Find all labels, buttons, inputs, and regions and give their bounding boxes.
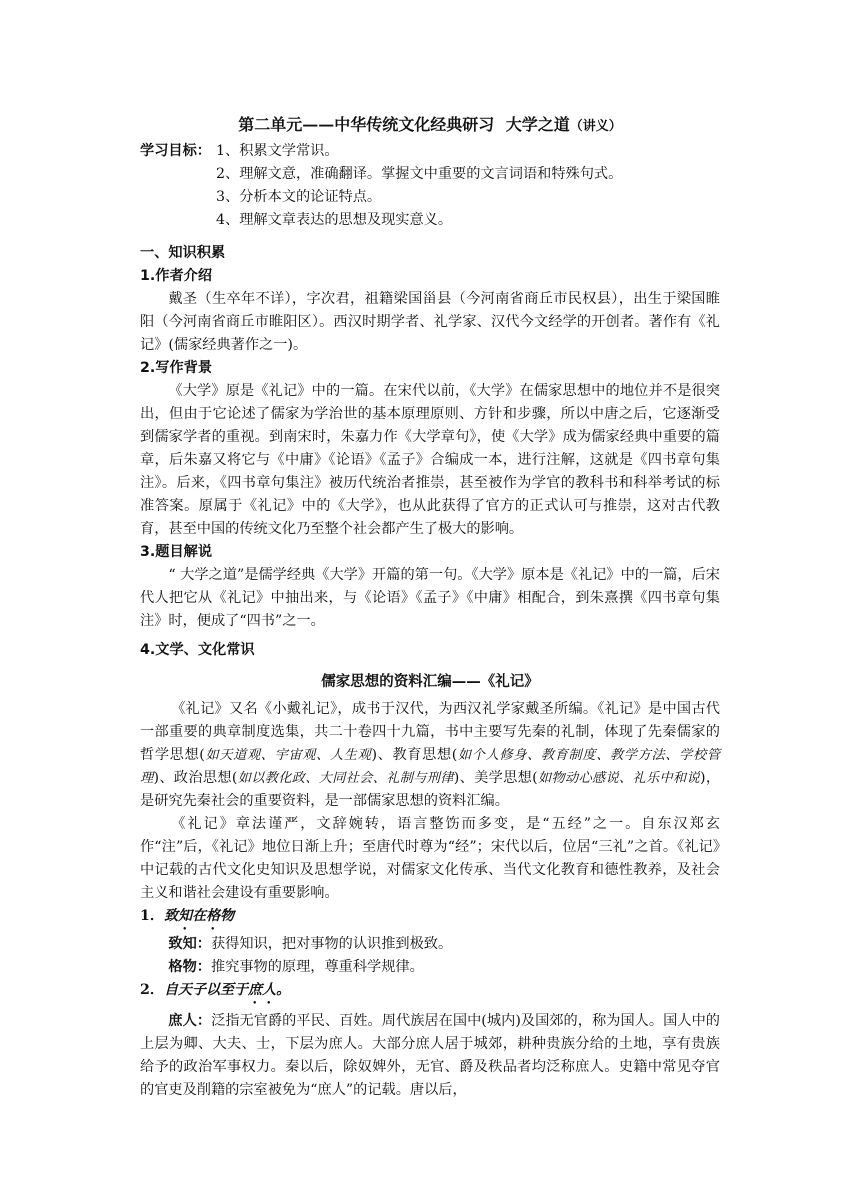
- document-page: [140, 112, 720, 1102]
- liji-paragraph-2: 《礼记》章法谨严，文辞婉转，语言整饬而多变，是“五经”之一。自东汉郑玄作“注”后，《礼记》地位日渐上升；至唐代时尊为“经”；宋代以后，位居“三礼”之首。《礼记》中记载的古代文化史知识及思想学说，对儒家文化传承、当代文化教育和德性教养，及社会主义和谐社会建设有重要影响。: [140, 816, 720, 901]
- subheading-title-explanation: 3.题目解说: [140, 544, 213, 560]
- liji-italic: 如物动心感说、礼乐中和说: [537, 771, 700, 786]
- title-explanation-paragraph: “ 大学之道”是儒学经典《大学》开篇的第一句。《大学》原本是《礼记》中的一篇，后宋代人把它从《礼记》中抽出来，与《论语》《孟子》《中庸》相配合，到朱熹撰《四书章句集注》时，便成了“四书”之一。: [140, 567, 720, 629]
- term-2-text: 。: [276, 982, 291, 998]
- liji-italic: 如天道观、宇宙观、人生观: [204, 748, 372, 763]
- term-1-number: 1．: [140, 908, 165, 924]
- title-topic: 大学之道: [505, 115, 570, 134]
- liji-text: )，是研究先秦社会的重要资料，是一部儒家思想的资料汇编。: [140, 770, 721, 809]
- term-1-char: 致: [164, 908, 179, 924]
- def-label: 致知：: [168, 936, 211, 952]
- liji-text: 《礼记》又名《小戴礼记》，成书于汉代，为西汉礼学家戴圣所编。《礼记》是中国古代一部重要的典章制度选集，共二十卷四十九篇，书中主要写先秦的礼制，体现了先秦儒家的哲学思想(: [140, 701, 720, 763]
- term-1-char: 在: [192, 908, 207, 924]
- term-1-def-1: [140, 933, 720, 956]
- goals-list: [216, 140, 622, 232]
- goal-item: 3、分析本文的论证特点。: [216, 189, 382, 205]
- def-text: 获得知识，把对事物的认识推到极致。: [210, 936, 453, 952]
- goals-label: 学习目标：: [140, 143, 211, 159]
- term-2-definition: [140, 1010, 720, 1102]
- title-suffix: （讲义）: [569, 119, 622, 134]
- liji-paragraph-1: [140, 698, 720, 813]
- term-1-phrase: [140, 905, 720, 933]
- liji-section-title: 儒家思想的资料汇编——《礼记》: [321, 674, 539, 690]
- goal-item: 1、积累文学常识。: [216, 143, 339, 159]
- author-paragraph: 戴圣（生卒年不详），字次君，祖籍梁国甾县（今河南省商丘市民权县），出生于梁国睢阳（今河南省商丘市睢阳区）。西汉时期学者、礼学家、汉代今文经学的开创者。著作有《礼记》(儒家经典著作之一)。: [140, 291, 720, 353]
- section-heading-knowledge: 一、知识积累: [140, 245, 226, 261]
- title-main: 第二单元——中华传统文化经典研习: [238, 115, 495, 134]
- subheading-culture: 4.文学、文化常识: [140, 642, 255, 658]
- term-1-char-dotted: 格: [206, 908, 221, 924]
- subheading-author: 1.作者介绍: [140, 268, 213, 284]
- liji-text: )、政治思想(: [153, 770, 238, 786]
- term-2-text-dotted: 庶人: [248, 982, 277, 998]
- liji-text: )、教育思想(: [371, 747, 458, 763]
- goal-item: 2、理解文意，准确翻译。掌握文中重要的文言词语和特殊句式。: [216, 166, 623, 182]
- def-label: 庶人：: [168, 1013, 212, 1029]
- learning-goals: [140, 140, 720, 232]
- subheading-background: 2.写作背景: [140, 360, 213, 376]
- term-1-char-dotted: 知: [178, 908, 193, 924]
- term-2-number: 2．: [140, 982, 165, 998]
- term-2-phrase: [140, 979, 720, 1007]
- def-text: 泛指无官爵的平民、百姓。周代族居在国中(城内)及国郊的，称为国人。国人中的上层为卿、大夫、士，下层为庶人。大部分庶人居于城郊，耕种贵族分给的土地，享有贵族给予的政治军事权力。秦以后，除奴婢外，无官、爵及秩品者均泛称庶人。史籍中常见夺官的官吏及削籍的宗室被免为“庶人”的记载。唐以后，: [140, 1013, 720, 1098]
- page-title: [140, 112, 720, 140]
- background-paragraph: 《大学》原是《礼记》中的一篇。在宋代以前，《大学》在儒家思想中的地位并不是很突出，但由于它论述了儒家为学治世的基本原理原则、方针和步骤，所以中唐之后，它逐渐受到儒家学者的重视。到南宋时，朱嘉力作《大学章句》，使《大学》成为儒家经典中重要的篇章，后朱嘉又将它与《中庸》《论语》《孟子》合编成一本，进行注解，这就是《四书章句集注》。后来，《四书章句集注》被历代统治者推崇，甚至被作为学官的教科书和科举考试的标准答案。原属于《礼记》中的《大学》，也从此获得了官方的正式认可与推崇，这对古代教育，甚至中国的传统文化乃至整个社会都产生了极大的影响。: [140, 383, 720, 537]
- term-1-char: 物: [220, 908, 235, 924]
- liji-italic: 如个人修身、教育制度、教学方法、学校管理: [140, 748, 721, 786]
- goal-item: 4、理解文章表达的思想及现实意义。: [216, 212, 453, 228]
- def-text: 推究事物的原理，尊重科学规律。: [210, 959, 424, 975]
- def-label: 格物：: [168, 959, 211, 975]
- liji-italic: 如以教化政、大同社会、礼制与刑律: [237, 771, 454, 786]
- liji-text: )、美学思想(: [453, 770, 538, 786]
- term-2-text: 自天子以至于: [164, 982, 249, 998]
- term-1-def-2: [140, 956, 720, 979]
